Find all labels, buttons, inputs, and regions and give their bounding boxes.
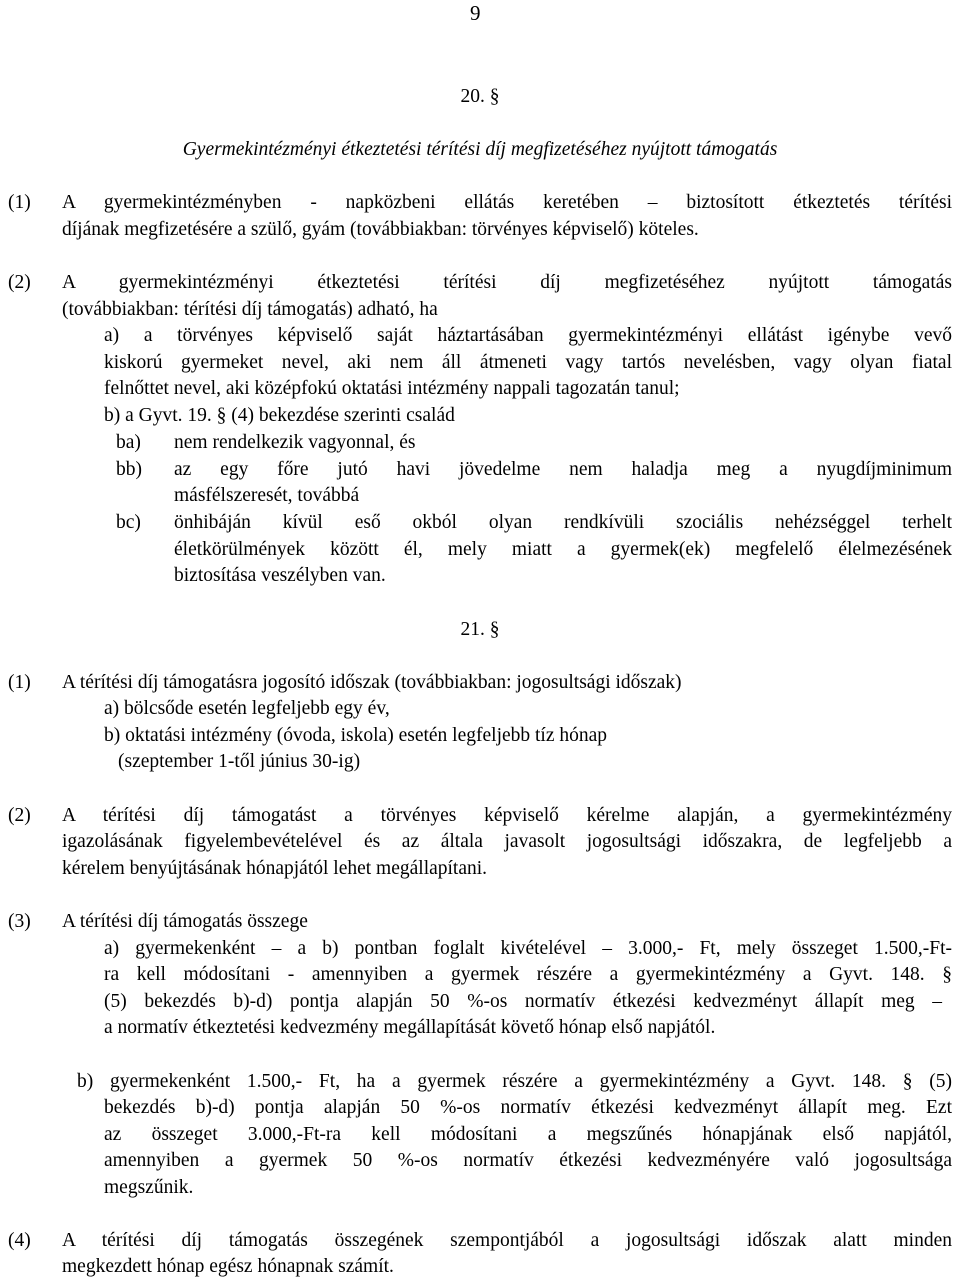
s20-p2-bc-line1: önhibáján kívül eső okból olyan rendkívüli szociális nehézséggel terhelt xyxy=(174,512,952,533)
s20-p2-bc-label: bc) xyxy=(116,512,141,533)
s20-p2-ba-text: nem rendelkezik vagyonnal, és xyxy=(174,432,416,453)
s21-p4-line1: A térítési díj támogatás összegének szempontjából a jogosultsági időszak alatt minden xyxy=(62,1230,952,1251)
page-number: 9 xyxy=(470,1,481,25)
s20-p2-a-line2: kiskorú gyermeket nevel, aki nem áll átmeneti vagy tartós nevelésben, vagy olyan fiatal xyxy=(104,352,952,373)
s20-p2-b-line1: b) a Gyvt. 19. § (4) bekezdése szerinti család xyxy=(104,405,455,426)
s21-p3-b-line1: b) gyermekenként 1.500,- Ft, ha a gyermek részére a gyermekintézmény a Gyvt. 148. § (5) xyxy=(77,1071,952,1092)
s21-p4-number: (4) xyxy=(8,1230,31,1251)
s20-p2-line2: (továbbiakban: térítési díj támogatás) adható, ha xyxy=(62,299,438,320)
s21-p3-b-line5: megszűnik. xyxy=(104,1177,194,1198)
s20-p2-bc-line2: életkörülmények között él, mely miatt a gyermek(ek) megfelelő élelmezésének xyxy=(174,539,952,560)
s20-p2-a-line3: felnőttet nevel, aki középfokú oktatási intézmény nappali tagozatán tanul; xyxy=(104,378,680,399)
s21-p2-line3: kérelem benyújtásának hónapjától lehet megállapítani. xyxy=(62,858,488,879)
section-21-heading: 21. § xyxy=(460,619,500,640)
s20-p2-bb-line2: másfélszeresét, továbbá xyxy=(174,485,360,506)
s21-p2-line1: A térítési díj támogatást a törvényes képviselő kérelme alapján, a gyermekintézmény xyxy=(62,805,952,826)
s21-p3-b-line4: amennyiben a gyermek 50 %-os normatív étkezési kedvezményére való jogosultsága xyxy=(104,1150,952,1171)
s21-p3-line1: A térítési díj támogatás összege xyxy=(62,911,308,932)
s21-p1-a: a) bölcsőde esetén legfeljebb egy év, xyxy=(104,698,390,719)
s20-p2-bc-line3: biztosítása veszélyben van. xyxy=(174,565,386,586)
s21-p2-line2: igazolásának figyelembevételével és az általa javasolt jogosultsági időszakra, de legfeljebb a xyxy=(62,831,952,852)
s21-p3-a-line1: a) gyermekenként – a b) pontban foglalt kivételével – 3.000,- Ft, mely összeget 1.500,-Ft- xyxy=(104,938,952,959)
s21-p2-number: (2) xyxy=(8,805,31,826)
s20-p2-ba-label: ba) xyxy=(116,432,141,453)
s20-p1-line2: díjának megfizetésére a szülő, gyám (továbbiakban: törvényes képviselő) köteles. xyxy=(62,219,699,240)
s21-p3-a-line2: ra kell módosítani - amennyiben a gyermek részére a gyermekintézmény a Gyvt. 148. § xyxy=(104,964,952,985)
s20-p2-bb-line1: az egy főre jutó havi jövedelme nem haladja meg a nyugdíjminimum xyxy=(174,459,952,480)
s21-p1-number: (1) xyxy=(8,672,31,693)
s21-p3-a-line3: (5) bekezdés b)-d) pontja alapján 50 %-os normatív étkezési kedvezményt állapít meg – xyxy=(104,991,942,1012)
s21-p3-a-line4: a normatív étkeztetési kedvezmény megállapítását követő hónap első napjától. xyxy=(104,1017,716,1038)
s21-p4-line2: megkezdett hónap egész hónapnak számít. xyxy=(62,1256,394,1277)
s20-p2-bb-label: bb) xyxy=(116,459,142,480)
s20-p2-number: (2) xyxy=(8,272,31,293)
s20-p2-a-line1: a) a törvényes képviselő saját háztartásában gyermekintézményi ellátást igénybe vevő xyxy=(104,325,952,346)
section-20-heading: 20. § xyxy=(460,86,500,107)
s20-p1-line1: A gyermekintézményben - napközbeni ellátás keretében – biztosított étkeztetés térítési xyxy=(62,192,952,213)
s21-p1-b-line2: (szeptember 1-től június 30-ig) xyxy=(118,751,361,772)
s21-p3-b-line2: bekezdés b)-d) pontja alapján 50 %-os normatív étkezési kedvezményt állapít meg. Ezt xyxy=(104,1097,952,1118)
s20-p2-line1: A gyermekintézményi étkeztetési térítési díj megfizetéséhez nyújtott támogatás xyxy=(62,272,952,293)
s21-p3-number: (3) xyxy=(8,911,31,932)
s21-p1-b: b) oktatási intézmény (óvoda, iskola) esetén legfeljebb tíz hónap xyxy=(104,725,608,746)
section-20-title: Gyermekintézményi étkeztetési térítési díj megfizetéséhez nyújtott támogatás xyxy=(182,139,778,160)
s21-p1-line1: A térítési díj támogatásra jogosító időszak (továbbiakban: jogosultsági időszak) xyxy=(62,672,682,693)
s20-p1-number: (1) xyxy=(8,192,31,213)
s21-p3-b-line3: az összeget 3.000,-Ft-ra kell módosítani a megszűnés hónapjának első napjától, xyxy=(104,1124,952,1145)
